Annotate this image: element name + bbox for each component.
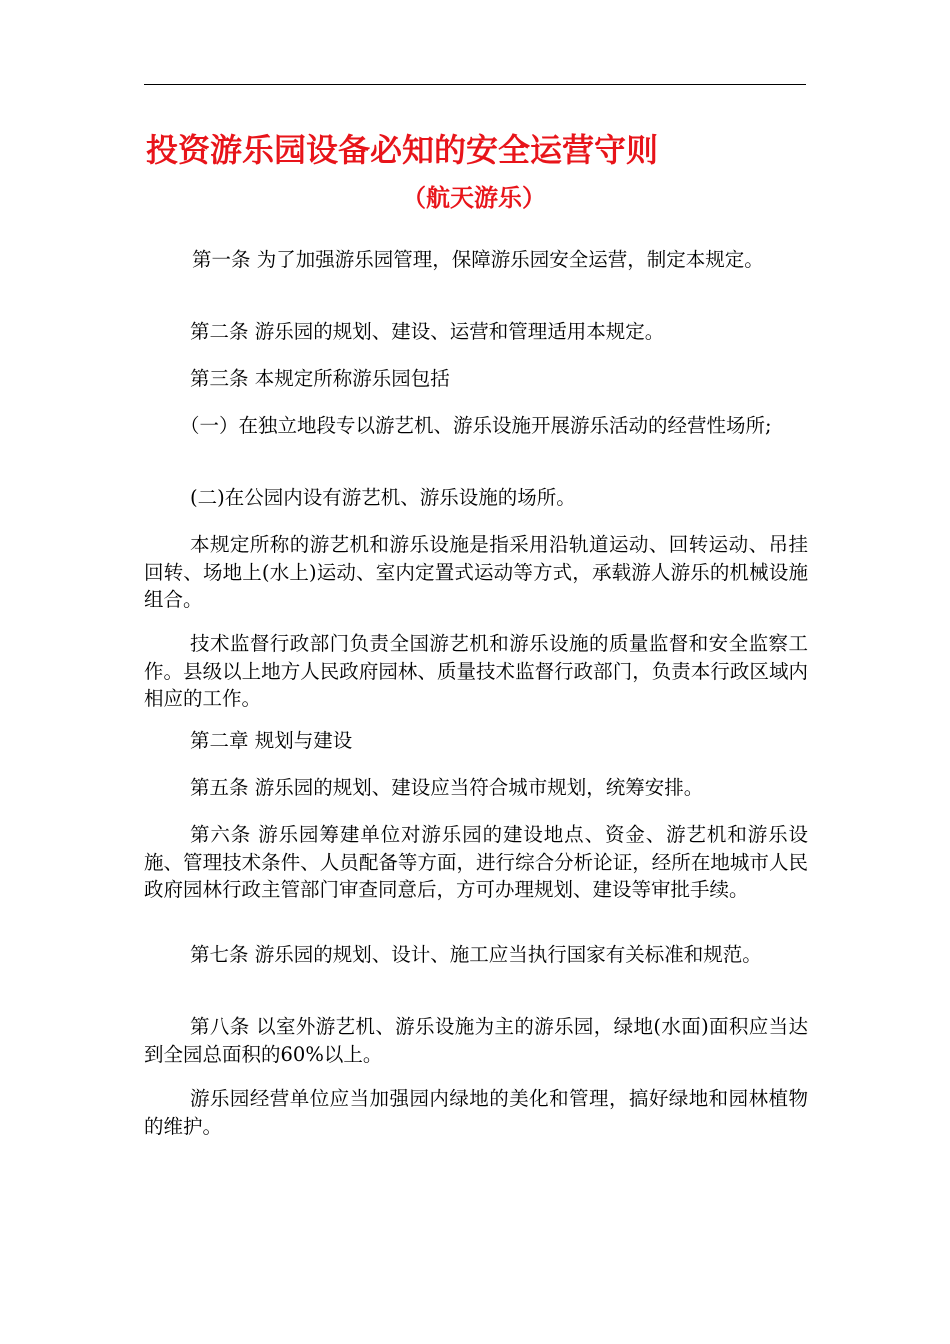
header-rule — [144, 84, 806, 85]
document-title: 投资游乐园设备必知的安全运营守则 — [146, 131, 659, 169]
paragraph-item-2: (二)在公园内设有游艺机、游乐设施的场所。 — [190, 486, 576, 509]
paragraph-supervision: 技术监督行政部门负责全国游艺机和游乐设施的质量监督和安全监察工作。县级以上地方人民政府园林、质量技术监督行政部门，负责本行政区域内相应的工作。 — [144, 632, 808, 710]
paragraph-item-1: （一）在独立地段专以游艺机、游乐设施开展游乐活动的经营性场所; — [180, 414, 772, 437]
paragraph-definition: 本规定所称的游艺机和游乐设施是指采用沿轨道运动、回转运动、吊挂回转、场地上(水上)运动、室内定置式运动等方式，承载游人游乐的机械设施组合。 — [144, 533, 808, 611]
paragraph-article-8: 第八条 以室外游艺机、游乐设施为主的游乐园，绿地(水面)面积应当达到全园总面积的60%以上。 — [144, 1015, 808, 1066]
paragraph-chapter-2: 第二章 规划与建设 — [190, 729, 353, 752]
paragraph-article-2: 第二条 游乐园的规划、建设、运营和管理适用本规定。 — [190, 320, 665, 343]
document-subtitle: （航天游乐） — [402, 184, 546, 212]
paragraph-article-5: 第五条 游乐园的规划、建设应当符合城市规划，统筹安排。 — [190, 776, 704, 799]
paragraph-greenery: 游乐园经营单位应当加强园内绿地的美化和管理，搞好绿地和园林植物的维护。 — [144, 1087, 808, 1138]
paragraph-article-3: 第三条 本规定所称游乐园包括 — [190, 367, 450, 390]
paragraph-article-7: 第七条 游乐园的规划、设计、施工应当执行国家有关标准和规范。 — [190, 943, 762, 966]
paragraph-article-6: 第六条 游乐园筹建单位对游乐园的建设地点、资金、游艺机和游乐设施、管理技术条件、人员配备等方面，进行综合分析论证，经所在地城市人民政府园林行政主管部门审查同意后，方可办理规划、建设等审批手续。 — [144, 823, 808, 901]
paragraph-article-1: 第一条 为了加强游乐园管理，保障游乐园安全运营，制定本规定。 — [192, 248, 764, 271]
